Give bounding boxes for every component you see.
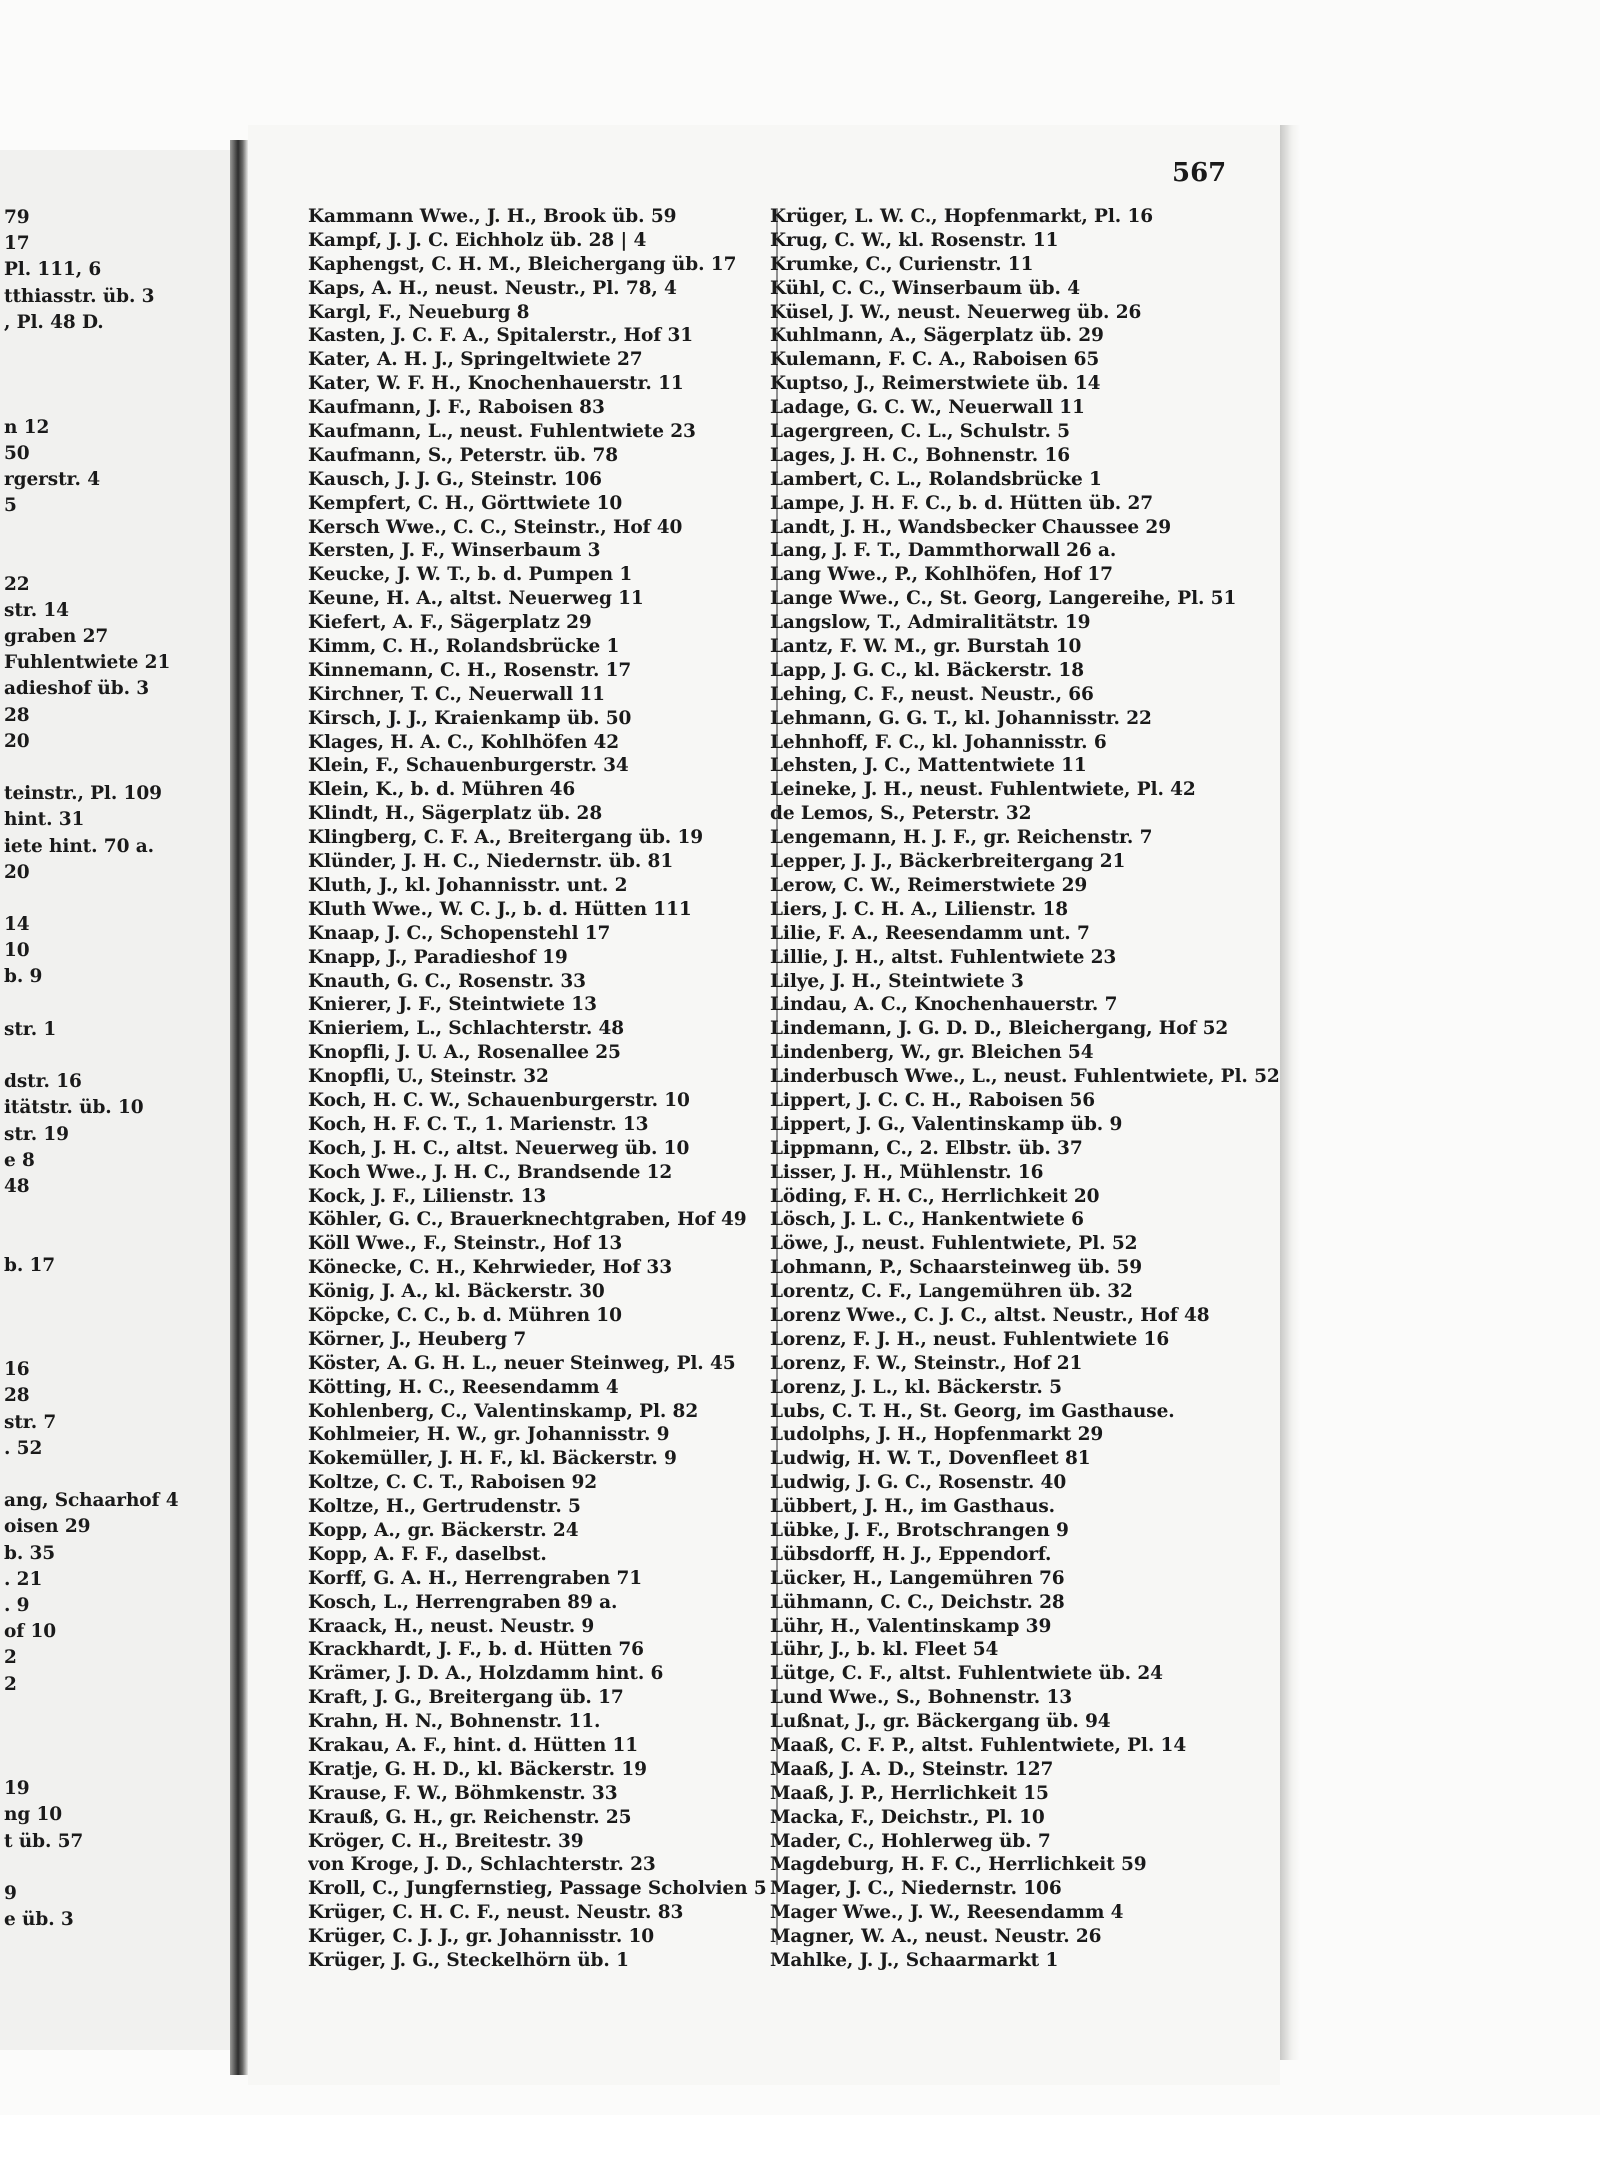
directory-entry: Lußnat, J., gr. Bäckergang üb. 94 — [770, 1711, 1111, 1733]
left-page-line-fragment — [4, 545, 179, 571]
directory-entry: Kimm, C. H., Rolandsbrücke 1 — [308, 636, 620, 658]
left-page-line-fragment — [4, 362, 179, 388]
directory-entry: Kopp, A., gr. Bäckerstr. 24 — [308, 1519, 579, 1541]
directory-entry: Knapp, J., Paradieshof 19 — [308, 946, 568, 968]
page-number: 567 — [1172, 158, 1227, 188]
directory-entry: Knieriem, L., Schlachterstr. 48 — [308, 1018, 625, 1040]
directory-entry: Kaufmann, J. F., Raboisen 83 — [308, 397, 605, 419]
directory-entry: Lampe, J. H. F. C., b. d. Hütten üb. 27 — [770, 492, 1154, 514]
directory-entry: Klindt, H., Sägerplatz üb. 28 — [308, 803, 603, 825]
page-gutter — [230, 140, 248, 2075]
left-page-line-fragment: str. 1 — [4, 1018, 57, 1040]
directory-entry: Kasten, J. C. F. A., Spitalerstr., Hof 31 — [308, 325, 694, 347]
left-page-line-fragment — [4, 336, 179, 362]
directory-entry: Kempfert, C. H., Görttwiete 10 — [308, 492, 623, 514]
directory-entry: Lorenz, J. L., kl. Bäckerstr. 5 — [770, 1376, 1062, 1398]
left-page-line-fragment: 14 — [4, 914, 30, 936]
left-page-line-fragment: 16 — [4, 1359, 30, 1381]
directory-entry: Kaufmann, S., Peterstr. üb. 78 — [308, 444, 618, 466]
directory-entry: Kraft, J. G., Breitergang üb. 17 — [308, 1687, 624, 1709]
directory-entry: Lindau, A. C., Knochenhauerstr. 7 — [770, 994, 1118, 1016]
left-page-line-fragment: rgerstr. 4 — [4, 468, 100, 490]
directory-entry: Kröger, C. H., Breitestr. 39 — [308, 1830, 584, 1852]
left-page-line-fragment — [4, 991, 179, 1017]
directory-entry: Koch, J. H. C., altst. Neuerweg üb. 10 — [308, 1137, 690, 1159]
directory-entry: Krackhardt, J. F., b. d. Hütten 76 — [308, 1639, 644, 1661]
directory-entry: Mader, C., Hohlerweg üb. 7 — [770, 1830, 1051, 1852]
directory-entry: Lang Wwe., P., Kohlhöfen, Hof 17 — [770, 564, 1113, 586]
directory-entry: Köpcke, C. C., b. d. Mühren 10 — [308, 1304, 622, 1326]
left-page-line-fragment — [4, 1724, 179, 1750]
directory-entry: Lühmann, C. C., Deichstr. 28 — [770, 1591, 1065, 1613]
directory-entry: Mager, J. C., Niedernstr. 106 — [770, 1878, 1062, 1900]
directory-entry: Lerow, C. W., Reimerstwiete 29 — [770, 874, 1088, 896]
directory-entry: Koch, H. C. W., Schauenburgerstr. 10 — [308, 1089, 690, 1111]
directory-entry: Ludwig, H. W. T., Dovenfleet 81 — [770, 1448, 1091, 1470]
directory-entry: Kuptso, J., Reimerstwiete üb. 14 — [770, 373, 1101, 395]
left-page-line-fragment: 20 — [4, 730, 30, 752]
directory-entry: Korff, G. A. H., Herrengraben 71 — [308, 1567, 642, 1589]
directory-entry: Lillie, J. H., altst. Fuhlentwiete 23 — [770, 946, 1117, 968]
directory-entry: Lambert, C. L., Rolandsbrücke 1 — [770, 468, 1102, 490]
left-page-line-fragment: b. 17 — [4, 1254, 56, 1276]
directory-entry: Kock, J. F., Lilienstr. 13 — [308, 1185, 547, 1207]
directory-entry: Kluth, J., kl. Johannisstr. unt. 2 — [308, 874, 628, 896]
directory-entry: Lapp, J. G. C., kl. Bäckerstr. 18 — [770, 659, 1084, 681]
left-page-line-fragment — [4, 1462, 179, 1488]
directory-entry: Knauth, G. C., Rosenstr. 33 — [308, 970, 586, 992]
directory-entry: Lücker, H., Langemühren 76 — [770, 1567, 1065, 1589]
directory-entry: Kohlmeier, H. W., gr. Johannisstr. 9 — [308, 1424, 670, 1446]
left-page-line-fragment: ang, Schaarhof 4 — [4, 1490, 179, 1512]
directory-entry: Lindemann, J. G. D. D., Bleichergang, Hof 52 — [770, 1018, 1229, 1040]
directory-entry: Macka, F., Deichstr., Pl. 10 — [770, 1806, 1045, 1828]
directory-entry: Maaß, C. F. P., altst. Fuhlentwiete, Pl. 14 — [770, 1735, 1187, 1756]
directory-entry: Koltze, C. C. T., Raboisen 92 — [308, 1472, 598, 1494]
directory-entry: Könecke, C. H., Kehrwieder, Hof 33 — [308, 1257, 672, 1279]
directory-entry: von Kroge, J. D., Schlachterstr. 23 — [308, 1854, 656, 1876]
page-edge — [1280, 125, 1300, 2060]
directory-entry: Linderbusch Wwe., L., neust. Fuhlentwiete, Pl. 52 — [770, 1066, 1280, 1088]
left-page-line-fragment: 10 — [4, 940, 30, 962]
directory-entry: Lengemann, H. J. F., gr. Reichenstr. 7 — [770, 827, 1153, 849]
directory-entry: Köster, A. G. H. L., neuer Steinweg, Pl. 45 — [308, 1352, 736, 1374]
directory-entry: Lösch, J. L. C., Hankentwiete 6 — [770, 1209, 1084, 1231]
directory-entry: Landt, J. H., Wandsbecker Chaussee 29 — [770, 516, 1171, 538]
left-page-line-fragment: 28 — [4, 1385, 30, 1407]
directory-entry: Kötting, H. C., Reesendamm 4 — [308, 1376, 619, 1398]
left-page-column — [4, 205, 179, 1933]
left-page-line-fragment: , Pl. 48 D. — [4, 311, 104, 333]
left-page-line-fragment: 19 — [4, 1778, 30, 1800]
directory-entry: Klein, F., Schauenburgerstr. 34 — [308, 755, 629, 777]
left-page-line-fragment — [4, 1698, 179, 1724]
directory-entry: Krakau, A. F., hint. d. Hütten 11 — [308, 1735, 639, 1756]
left-page-line-fragment — [4, 1226, 179, 1252]
left-page-line-fragment — [4, 886, 179, 912]
left-page-line-fragment: hint. 31 — [4, 809, 85, 831]
left-page-line-fragment: Pl. 111, 6 — [4, 259, 102, 281]
left-page-line-fragment: 17 — [4, 233, 30, 255]
directory-entry: Kraack, H., neust. Neustr. 9 — [308, 1615, 595, 1637]
directory-entry: Krüger, J. G., Steckelhörn üb. 1 — [308, 1950, 629, 1972]
directory-entry: Kaphengst, C. H. M., Bleichergang üb. 17 — [308, 253, 737, 275]
directory-entry: Lippert, J. G., Valentinskamp üb. 9 — [770, 1113, 1123, 1135]
directory-entry: Löwe, J., neust. Fuhlentwiete, Pl. 52 — [770, 1233, 1138, 1255]
directory-entry: Lehmann, G. G. T., kl. Johannisstr. 22 — [770, 707, 1152, 729]
left-page-line-fragment: . 9 — [4, 1594, 30, 1616]
left-page-line-fragment: iete hint. 70 a. — [4, 835, 154, 857]
directory-entry: Kosch, L., Herrengraben 89 a. — [308, 1591, 618, 1613]
directory-entry: Lehsten, J. C., Mattentwiete 11 — [770, 755, 1087, 777]
directory-entry: Krämer, J. D. A., Holzdamm hint. 6 — [308, 1663, 664, 1685]
directory-entry: Koltze, H., Gertrudenstr. 5 — [308, 1496, 581, 1518]
directory-entry: Lagergreen, C. L., Schulstr. 5 — [770, 421, 1070, 443]
directory-entry: Lilye, J. H., Steintwiete 3 — [770, 970, 1024, 992]
left-page-line-fragment: 50 — [4, 442, 30, 464]
directory-entry: Kater, W. F. H., Knochenhauerstr. 11 — [308, 373, 684, 395]
directory-entry: Leineke, J. H., neust. Fuhlentwiete, Pl. 42 — [770, 779, 1196, 801]
directory-entry: Klages, H. A. C., Kohlhöfen 42 — [308, 731, 620, 753]
left-page-line-fragment: str. 19 — [4, 1123, 69, 1145]
directory-entry: Krumke, C., Curienstr. 11 — [770, 253, 1034, 275]
directory-entry: Köll Wwe., F., Steinstr., Hof 13 — [308, 1233, 623, 1255]
directory-entry: Mager Wwe., J. W., Reesendamm 4 — [770, 1902, 1124, 1924]
directory-entry: Lübbert, J. H., im Gasthaus. — [770, 1496, 1056, 1518]
directory-entry: Ludwig, J. G. C., Rosenstr. 40 — [770, 1472, 1067, 1494]
left-page-line-fragment — [4, 519, 179, 545]
left-page-line-fragment — [4, 755, 179, 781]
directory-entry: Lippmann, C., 2. Elbstr. üb. 37 — [770, 1137, 1083, 1159]
directory-entry: Lages, J. H. C., Bohnenstr. 16 — [770, 444, 1071, 466]
left-page-line-fragment: of 10 — [4, 1621, 56, 1643]
directory-entry: Ladage, G. C. W., Neuerwall 11 — [770, 397, 1085, 419]
directory-entry: Lohmann, P., Schaarsteinweg üb. 59 — [770, 1257, 1143, 1279]
directory-entry: Kersch Wwe., C. C., Steinstr., Hof 40 — [308, 516, 683, 538]
directory-entry: Kersten, J. F., Winserbaum 3 — [308, 540, 601, 562]
left-page-line-fragment — [4, 1279, 179, 1305]
directory-entry: Lübsdorff, H. J., Eppendorf. — [770, 1543, 1052, 1565]
directory-entry: Lantz, F. W. M., gr. Burstah 10 — [770, 636, 1082, 658]
left-page-line-fragment: 79 — [4, 207, 30, 228]
directory-entry: Kammann Wwe., J. H., Brook üb. 59 — [308, 206, 677, 227]
directory-entry: Löding, F. H. C., Herrlichkeit 20 — [770, 1185, 1100, 1207]
left-page-line-fragment: 22 — [4, 573, 30, 595]
left-page-line-fragment: teinstr., Pl. 109 — [4, 783, 162, 805]
directory-entry: Kratje, G. H. D., kl. Bäckerstr. 19 — [308, 1758, 647, 1780]
directory-entry: Kroll, C., Jungfernstieg, Passage Scholvien 5 — [308, 1878, 767, 1900]
directory-entry: Keucke, J. W. T., b. d. Pumpen 1 — [308, 564, 633, 586]
left-page-line-fragment: t üb. 57 — [4, 1830, 84, 1852]
left-page-line-fragment: b. 35 — [4, 1542, 56, 1564]
directory-entry: Mahlke, J. J., Schaarmarkt 1 — [770, 1950, 1059, 1972]
left-page-line-fragment: e üb. 3 — [4, 1909, 74, 1931]
directory-entry: Lisser, J. H., Mühlenstr. 16 — [770, 1161, 1044, 1183]
directory-entry: Kampf, J. J. C. Eichholz üb. 28 | 4 — [308, 229, 647, 251]
left-page-line-fragment: 20 — [4, 861, 30, 883]
directory-entry: Kater, A. H. J., Springeltwiete 27 — [308, 349, 643, 371]
directory-entry: Lehnhoff, F. C., kl. Johannisstr. 6 — [770, 731, 1107, 753]
left-page-line-fragment: oisen 29 — [4, 1516, 91, 1538]
left-page-line-fragment: dstr. 16 — [4, 1071, 82, 1093]
directory-entry: Lepper, J. J., Bäckerbreitergang 21 — [770, 851, 1126, 873]
left-page-line-fragment: 9 — [4, 1883, 17, 1904]
directory-entry: Krüger, L. W. C., Hopfenmarkt, Pl. 16 — [770, 206, 1154, 227]
directory-entry: Klein, K., b. d. Mühren 46 — [308, 779, 576, 801]
directory-entry: Krug, C. W., kl. Rosenstr. 11 — [770, 229, 1059, 251]
directory-entry: Lorenz, F. J. H., neust. Fuhlentwiete 16 — [770, 1328, 1170, 1350]
directory-entry: Krüger, C. J. J., gr. Johannisstr. 10 — [308, 1926, 655, 1948]
directory-entry: Lorenz Wwe., C. J. C., altst. Neustr., Hof 48 — [770, 1304, 1210, 1326]
left-page-line-fragment: graben 27 — [4, 626, 109, 647]
directory-entry: Kaufmann, L., neust. Fuhlentwiete 23 — [308, 421, 696, 443]
directory-entry: Koch, H. F. C. T., 1. Marienstr. 13 — [308, 1113, 649, 1135]
left-page-line-fragment: str. 14 — [4, 599, 69, 621]
directory-entry: Knopfli, J. U. A., Rosenallee 25 — [308, 1042, 621, 1064]
directory-entry: Krüger, C. H. C. F., neust. Neustr. 83 — [308, 1902, 684, 1924]
directory-entry: Knopfli, U., Steinstr. 32 — [308, 1066, 549, 1088]
directory-entry: de Lemos, S., Peterstr. 32 — [770, 803, 1032, 825]
left-page — [0, 150, 238, 2050]
directory-entry: Köhler, G. C., Brauerknechtgraben, Hof 49 — [308, 1209, 747, 1231]
left-page-line-fragment — [4, 1043, 179, 1069]
left-page-line-fragment: tthiasstr. üb. 3 — [4, 285, 155, 307]
directory-entry: Maaß, J. A. D., Steinstr. 127 — [770, 1758, 1054, 1780]
left-page-line-fragment — [4, 1750, 179, 1776]
left-page-line-fragment: e 8 — [4, 1149, 35, 1171]
left-page-line-fragment: 2 — [4, 1673, 17, 1695]
directory-entry: Kluth Wwe., W. C. J., b. d. Hütten 111 — [308, 898, 692, 920]
directory-entry: Lütge, C. F., altst. Fuhlentwiete üb. 24 — [770, 1663, 1163, 1685]
directory-entry: Krahn, H. N., Bohnenstr. 11. — [308, 1711, 601, 1733]
directory-entry: Langslow, T., Admiralitätstr. 19 — [770, 612, 1091, 634]
directory-entry: König, J. A., kl. Bäckerstr. 30 — [308, 1281, 605, 1303]
directory-entry: Magdeburg, H. F. C., Herrlichkeit 59 — [770, 1854, 1147, 1876]
directory-entry: Lippert, J. C. C. H., Raboisen 56 — [770, 1089, 1096, 1111]
directory-entry: Lorenz, F. W., Steinstr., Hof 21 — [770, 1352, 1083, 1374]
directory-entry: Kopp, A. F. F., daselbst. — [308, 1543, 547, 1565]
left-page-line-fragment: . 21 — [4, 1568, 43, 1590]
directory-entry: Liers, J. C. H. A., Lilienstr. 18 — [770, 898, 1069, 920]
directory-column-right — [770, 205, 1280, 1973]
left-page-line-fragment — [4, 1331, 179, 1357]
directory-entry: Maaß, J. P., Herrlichkeit 15 — [770, 1782, 1049, 1804]
left-page-line-fragment: Fuhlentwiete 21 — [4, 652, 171, 674]
directory-entry: Kirsch, J. J., Kraienkamp üb. 50 — [308, 707, 632, 729]
left-page-line-fragment: str. 7 — [4, 1411, 57, 1433]
directory-entry: Kühl, C. C., Winserbaum üb. 4 — [770, 277, 1080, 299]
left-page-line-fragment — [4, 1305, 179, 1331]
left-page-line-fragment: b. 9 — [4, 966, 43, 988]
directory-entry: Körner, J., Heuberg 7 — [308, 1328, 527, 1350]
directory-entry: Kaps, A. H., neust. Neustr., Pl. 78, 4 — [308, 277, 677, 299]
directory-entry: Kohlenberg, C., Valentinskamp, Pl. 82 — [308, 1400, 699, 1422]
left-page-line-fragment: 28 — [4, 704, 30, 726]
directory-entry: Klingberg, C. F. A., Breitergang üb. 19 — [308, 827, 704, 849]
directory-entry: Ludolphs, J. H., Hopfenmarkt 29 — [770, 1424, 1104, 1446]
directory-entry: Keune, H. A., altst. Neuerweg 11 — [308, 588, 644, 610]
directory-entry: Lang, J. F. T., Dammthorwall 26 a. — [770, 540, 1117, 562]
directory-entry: Lehing, C. F., neust. Neustr., 66 — [770, 683, 1094, 705]
left-page-line-fragment: adieshof üb. 3 — [4, 678, 150, 700]
left-page-line-fragment — [4, 388, 179, 414]
left-page-line-fragment: 2 — [4, 1647, 17, 1669]
left-page-line-fragment: . 52 — [4, 1437, 43, 1459]
left-page-line-fragment: 48 — [4, 1175, 30, 1197]
left-page-line-fragment: ng 10 — [4, 1804, 63, 1826]
directory-entry: Krauß, G. H., gr. Reichenstr. 25 — [308, 1806, 632, 1828]
directory-entry: Lübke, J. F., Brotschrangen 9 — [770, 1519, 1069, 1541]
left-page-line-fragment: n 12 — [4, 416, 50, 438]
directory-entry: Lubs, C. T. H., St. Georg, im Gasthause. — [770, 1400, 1175, 1422]
directory-entry: Koch Wwe., J. H. C., Brandsende 12 — [308, 1161, 673, 1183]
directory-entry: Lühr, H., Valentinskamp 39 — [770, 1615, 1052, 1637]
directory-entry: Knierer, J. F., Steintwiete 13 — [308, 994, 597, 1016]
left-page-line-fragment: itätstr. üb. 10 — [4, 1097, 144, 1119]
directory-entry: Küsel, J. W., neust. Neuerweg üb. 26 — [770, 301, 1142, 323]
directory-entry: Knaap, J. C., Schopenstehl 17 — [308, 922, 611, 944]
directory-column-left — [308, 205, 767, 1973]
left-page-line-fragment — [4, 1200, 179, 1226]
directory-entry: Kuhlmann, A., Sägerplatz üb. 29 — [770, 325, 1104, 347]
directory-entry: Kiefert, A. F., Sägerplatz 29 — [308, 612, 592, 634]
scan-bottom-strip — [0, 2115, 1600, 2177]
directory-entry: Lund Wwe., S., Bohnenstr. 13 — [770, 1687, 1073, 1709]
directory-entry: Lilie, F. A., Reesendamm unt. 7 — [770, 922, 1090, 944]
directory-entry: Krause, F. W., Böhmkenstr. 33 — [308, 1782, 618, 1804]
directory-entry: Kokemüller, J. H. F., kl. Bäckerstr. 9 — [308, 1448, 677, 1470]
directory-entry: Klünder, J. H. C., Niedernstr. üb. 81 — [308, 851, 674, 873]
directory-entry: Kinnemann, C. H., Rosenstr. 17 — [308, 659, 632, 681]
directory-entry: Magner, W. A., neust. Neustr. 26 — [770, 1926, 1102, 1948]
left-page-line-fragment — [4, 1855, 179, 1881]
directory-entry: Lange Wwe., C., St. Georg, Langereihe, Pl. 51 — [770, 588, 1237, 610]
left-page-line-fragment: 5 — [4, 495, 17, 517]
directory-entry: Lorentz, C. F., Langemühren üb. 32 — [770, 1281, 1133, 1303]
directory-entry: Kirchner, T. C., Neuerwall 11 — [308, 683, 605, 705]
directory-entry: Kulemann, F. C. A., Raboisen 65 — [770, 349, 1100, 371]
directory-entry: Lindenberg, W., gr. Bleichen 54 — [770, 1042, 1094, 1064]
directory-entry: Kausch, J. J. G., Steinstr. 106 — [308, 468, 602, 490]
directory-entry: Kargl, F., Neueburg 8 — [308, 301, 530, 323]
directory-entry: Lühr, J., b. kl. Fleet 54 — [770, 1639, 999, 1661]
